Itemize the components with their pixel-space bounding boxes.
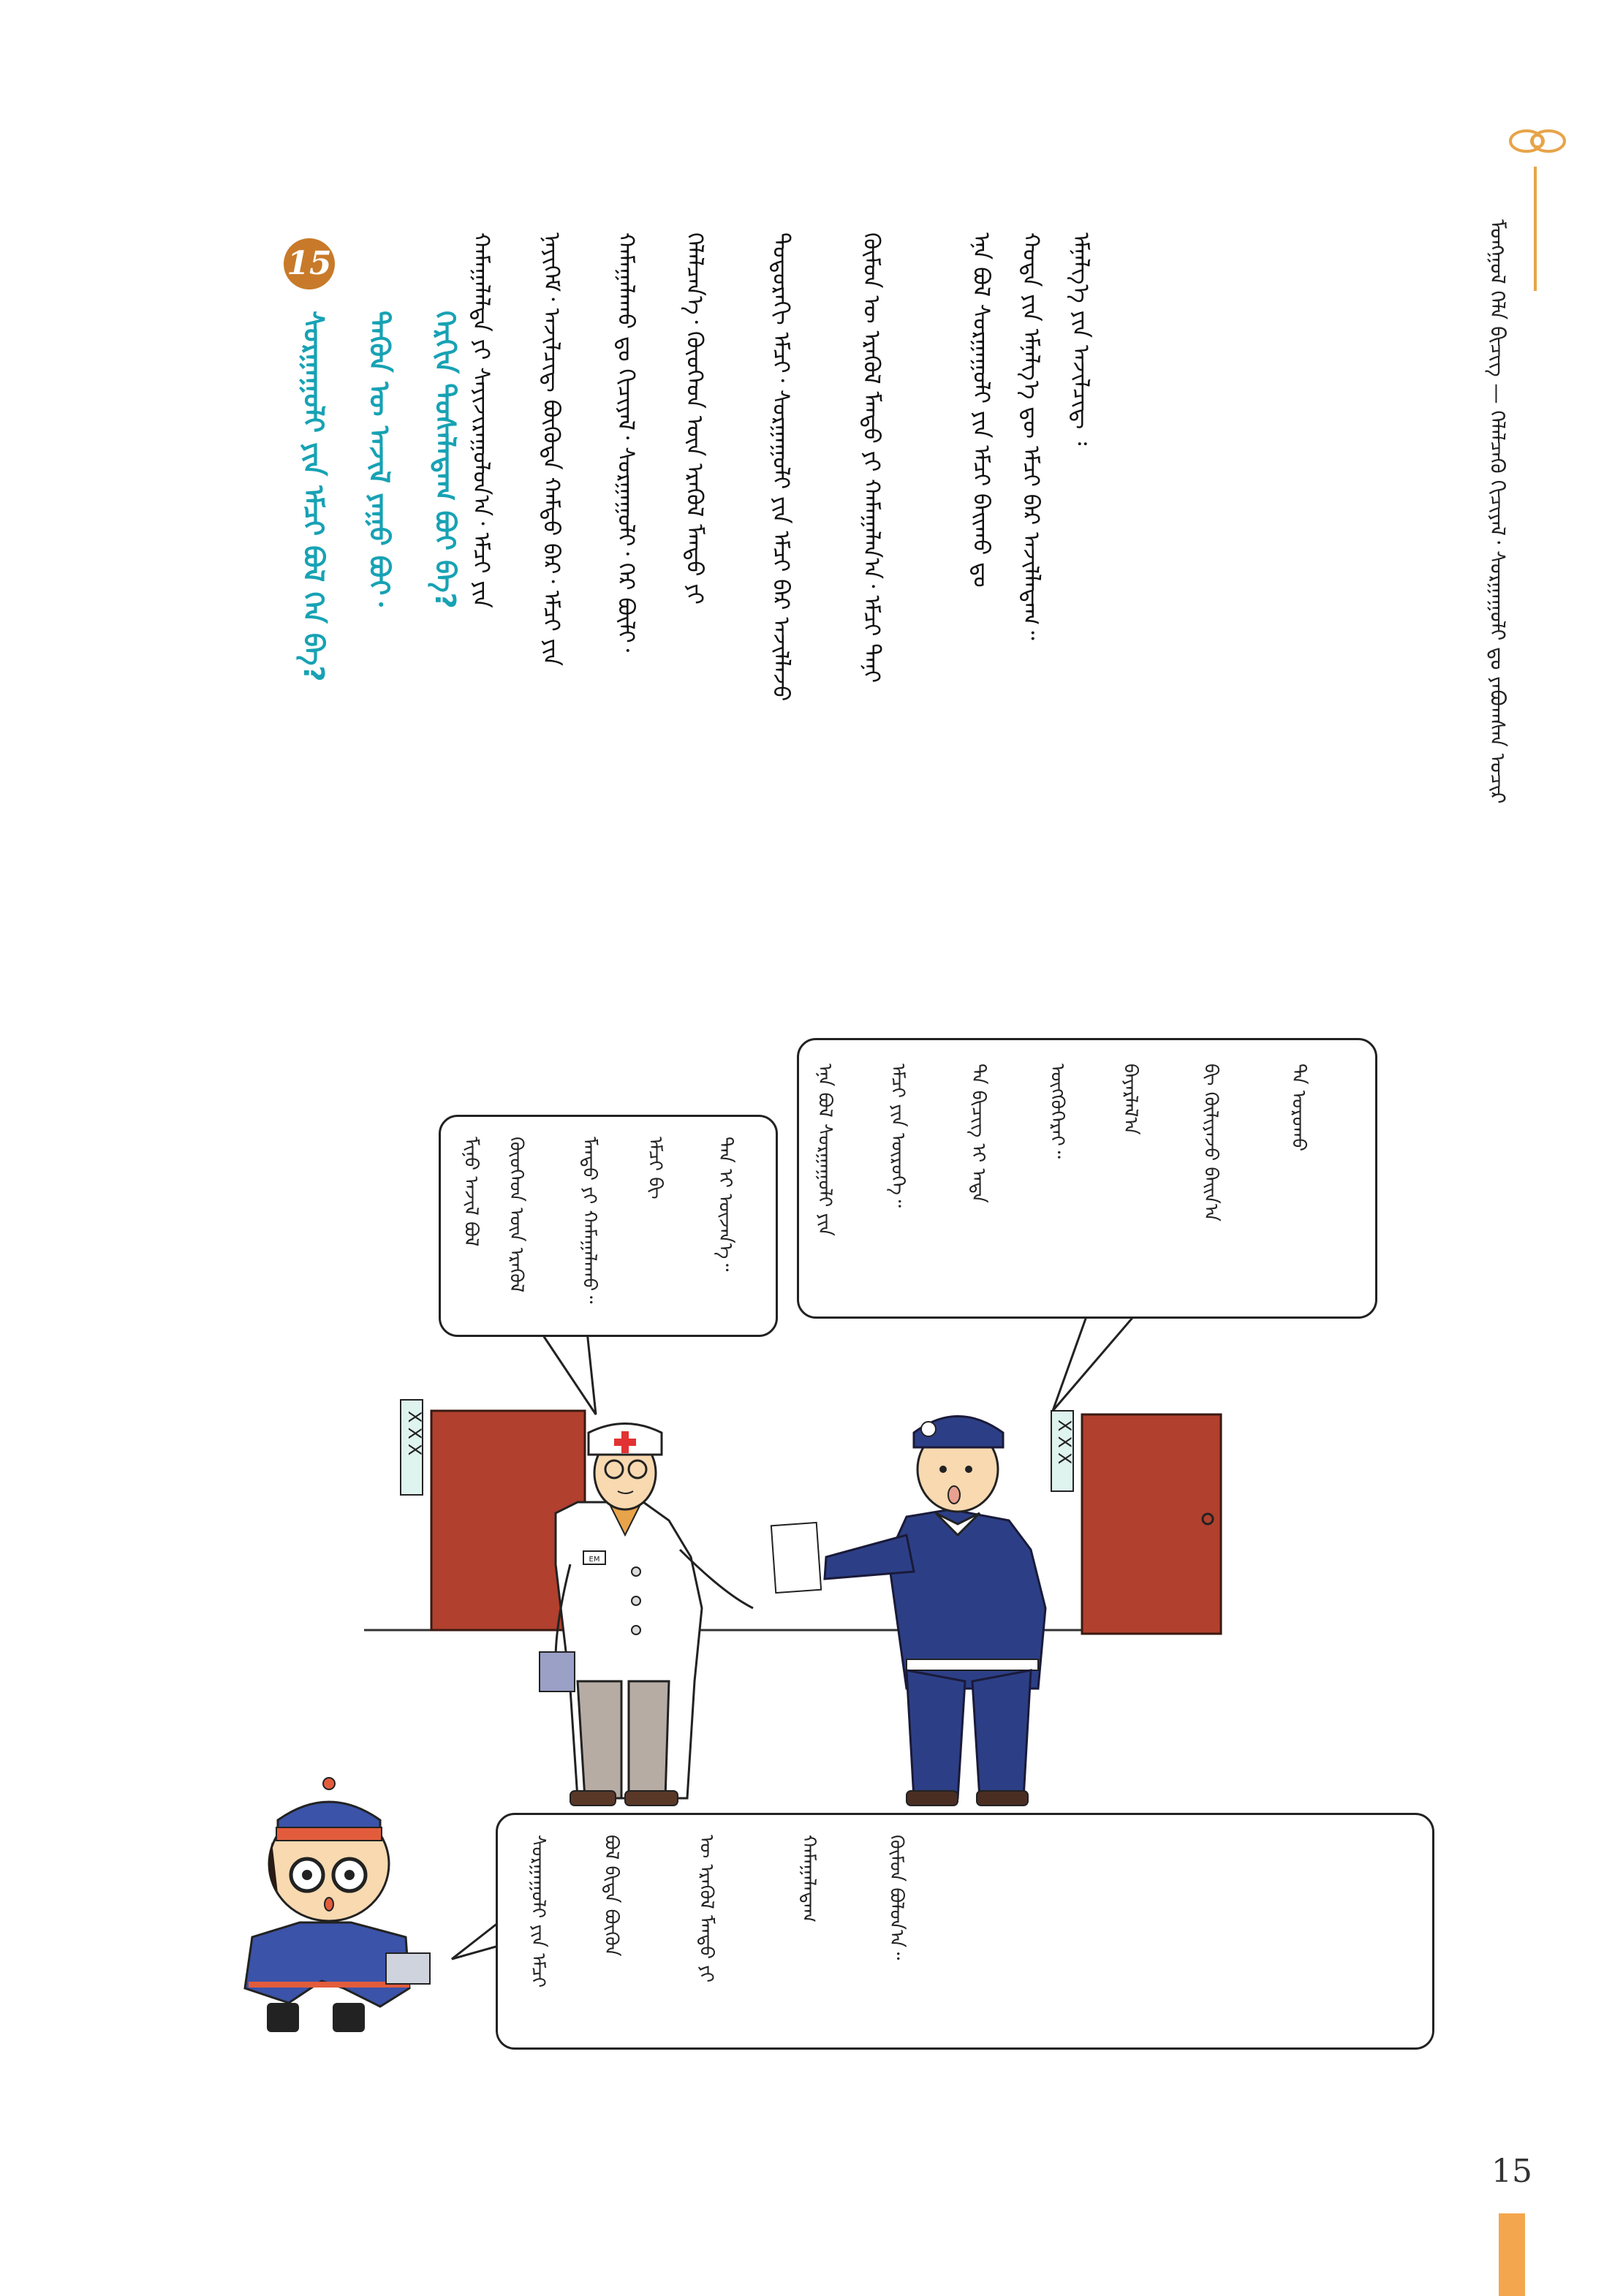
doctor-badge-text: EM: [589, 1556, 600, 1564]
running-head: ᠮᠣᠩᠭᠣᠯ ᠬᠡᠯᠡ ᠪᠢᠴᠢᠭ — ᠬᠡᠯᠡᠯᠴᠡᠬᠦ ᠬᠢᠴᠢᠶᠡᠯ᠂ ᠰᠤᠷᠭᠠᠭᠤᠯᠢ ᠳᠤ ᠶᠠᠪᠤᠭᠰᠠᠨ ᠤᠴᠢᠷ: [1486, 219, 1510, 804]
page-number: 15: [1491, 2153, 1532, 2190]
paragraph-line: ᠨᠡᠶᠢᠭᠡᠮ᠂ ᠠᠵᠢᠯᠴᠢᠳ᠋ ᠪᠦᠭᠦᠳᠡ ᠬᠠᠮᠲᠤ ᠪᠠᠷ᠂ ᠡᠮᠴᠢ ᠶᠢᠨ: [538, 232, 564, 667]
paragraph-line: ᠡᠨᠡ ᠪᠣᠯ ᠰᠤᠷᠭᠠᠭᠤᠯᠢ ᠶᠢᠨ ᠡᠮᠴᠢ ᠪᠠᠢᠬᠤ ᠳᠤ: [968, 232, 994, 588]
bubble-line: ᠪᠣᠯ ᠪᠢᠳᠡ ᠪᠦᠬᠦᠨ: [600, 1835, 622, 1957]
paragraph-line: ᠬᠦᠮᠦᠨ ᠦ ᠡᠷᠡᠭᠦᠯ ᠮᠡᠨᠳᠦ ᠶᠢ ᠬᠠᠮᠠᠭᠠᠯᠠᠨ᠎ᠠ᠂ ᠡᠮᠴᠢ ᠲᠠᠨᠢ: [858, 232, 885, 683]
bubble-line: ᠪᠠᠶᠠᠷᠯᠠᠯ᠎ᠠ: [1119, 1064, 1141, 1135]
door-sign-label: XXX: [1054, 1420, 1075, 1469]
paragraph-line: ᠬᠣᠲᠠ ᠶᠢᠨ ᠡᠮᠨᠡᠯᠭ᠎ᠡ ᠳᠦ ᠡᠮᠴᠢ ᠪᠠᠷ ᠠᠵᠢᠯᠯᠠᠳᠠᠭ᠃: [1018, 232, 1044, 640]
bubble-line: ᠪᠢ ᠬᠦᠯᠢᠶᠡᠵᠦ ᠪᠠᠢᠨ᠎ᠠ: [1200, 1064, 1222, 1222]
question-number-badge: 15: [284, 238, 335, 289]
question-line: ᠲᠡᠭᠦᠨ ᠦ ᠠᠵᠢᠯ ᠶᠠᠭᠤ ᠪᠣᠢ᠂: [363, 311, 396, 607]
bubble-line: ᠲᠠ ᠣᠷᠣᠬᠤ: [1287, 1064, 1309, 1152]
bubble-line: ᠡᠮᠴᠢ ᠶᠢᠨ ᠥᠷᠥᠭᠡ᠃: [887, 1064, 909, 1208]
bubble-line: ᠥᠭᠭᠦᠭᠡᠷᠡᠢ᠃: [1046, 1064, 1068, 1159]
bubble-line: ᠦ ᠡᠷᠡᠭᠦᠯ ᠮᠡᠨᠳᠦ ᠶᠢ: [695, 1835, 717, 1983]
paragraph-line: ᠬᠠᠮᠠᠭᠠᠯᠠᠯᠲᠠ ᠶᠢ ᠰᠠᠶᠢᠵᠢᠷᠠᠭᠤᠯᠤᠨ᠎ᠠ᠂ ᠡᠮᠴᠢ ᠶᠢᠨ: [468, 232, 494, 608]
right-door: [1051, 1411, 1221, 1634]
bubble-line: ᠬᠦᠮᠦᠨ ᠪᠣᠯᠤᠨ᠎ᠠ᠃: [885, 1835, 907, 1960]
paragraph-line: ᠬᠡᠯᠡᠯᠴᠡᠨ᠎ᠡ᠂ ᠬᠦᠦᠬᠡᠳ ᠦᠨ ᠡᠷᠡᠭᠦᠯ ᠮᠡᠨᠳᠦ ᠶᠢ: [681, 232, 708, 605]
door-sign-label: XXX: [404, 1411, 425, 1460]
question-line: ᠬᠡᠷᠬᠢᠨ ᠲᠤᠰᠠᠯᠠᠳᠠᠭ ᠪᠤᠢ ᠪᠡ?: [429, 311, 461, 609]
bubble-line: ᠲᠠ ᠪᠢᠴᠢᠭ ᠢ ᠡᠨᠳᠡ: [967, 1064, 989, 1203]
question-line: ᠰᠤᠷᠭᠠᠭᠤᠯᠢ ᠶᠢᠨ ᠡᠮᠴᠢ ᠪᠣᠯ ᠬᠡᠨ ᠪᠡ?: [298, 311, 330, 682]
bubble-line: ᠮᠢᠨᠤ ᠠᠵᠢᠯ ᠪᠣᠯ: [460, 1137, 482, 1247]
student-speech-bubble: [496, 1813, 1434, 2050]
bubble-line: ᠡᠮᠴᠢ ᠪᠢ: [644, 1137, 666, 1200]
student-figure: [245, 1778, 430, 2032]
bubble-line: ᠲᠠᠨ ᠢ ᠦᠵᠡᠨ᠎ᠡ᠃: [714, 1137, 736, 1272]
guard-figure: [825, 1417, 1045, 1806]
bubble-line: ᠬᠦᠦᠬᠡᠳ ᠦᠨ ᠡᠷᠡᠭᠦᠯ: [505, 1137, 527, 1293]
paragraph-line: ᠬᠠᠮᠠᠭᠠᠯᠠᠬᠤ ᠳᠤ ᠬᠢᠴᠢᠶᠡᠯ᠂ ᠰᠤᠷᠭᠠᠭᠤᠯᠢ᠂ ᠭᠡᠷ ᠪᠦᠯᠢ᠂: [613, 232, 639, 653]
page-edge-tab: [1499, 2213, 1525, 2296]
bubble-line: ᠡᠨᠡ ᠪᠣᠯ ᠰᠤᠷᠭᠠᠭᠤᠯᠢ ᠶᠢᠨ: [814, 1064, 836, 1236]
paragraph-line: ᠡᠮᠨᠡᠯᠭ᠎ᠡ ᠶᠢᠨ ᠠᠵᠢᠯᠴᠢᠳ᠋ ᠄: [1067, 232, 1094, 446]
bubble-line: ᠮᠡᠨᠳᠦ ᠶᠢ ᠬᠠᠮᠠᠭᠠᠯᠠᠬᠤ᠃: [578, 1137, 600, 1304]
bubble-line: ᠬᠠᠮᠠᠭᠠᠯᠠᠳᠠᠭ: [798, 1835, 820, 1923]
paragraph-line: ᠳᠣᠲᠣᠷᠠᠬᠢ ᠡᠮᠴᠢ᠂ ᠰᠤᠷᠭᠠᠭᠤᠯᠢ ᠶᠢᠨ ᠡᠮᠴᠢ ᠪᠠᠷ ᠠᠵᠢᠯᠯᠠᠵᠤ: [768, 232, 794, 702]
paper-sheet: [771, 1523, 821, 1593]
bubble-line: ᠰᠤᠷᠭᠠᠭᠤᠯᠢ ᠶᠢᠨ ᠡᠮᠴᠢ: [527, 1835, 549, 1988]
